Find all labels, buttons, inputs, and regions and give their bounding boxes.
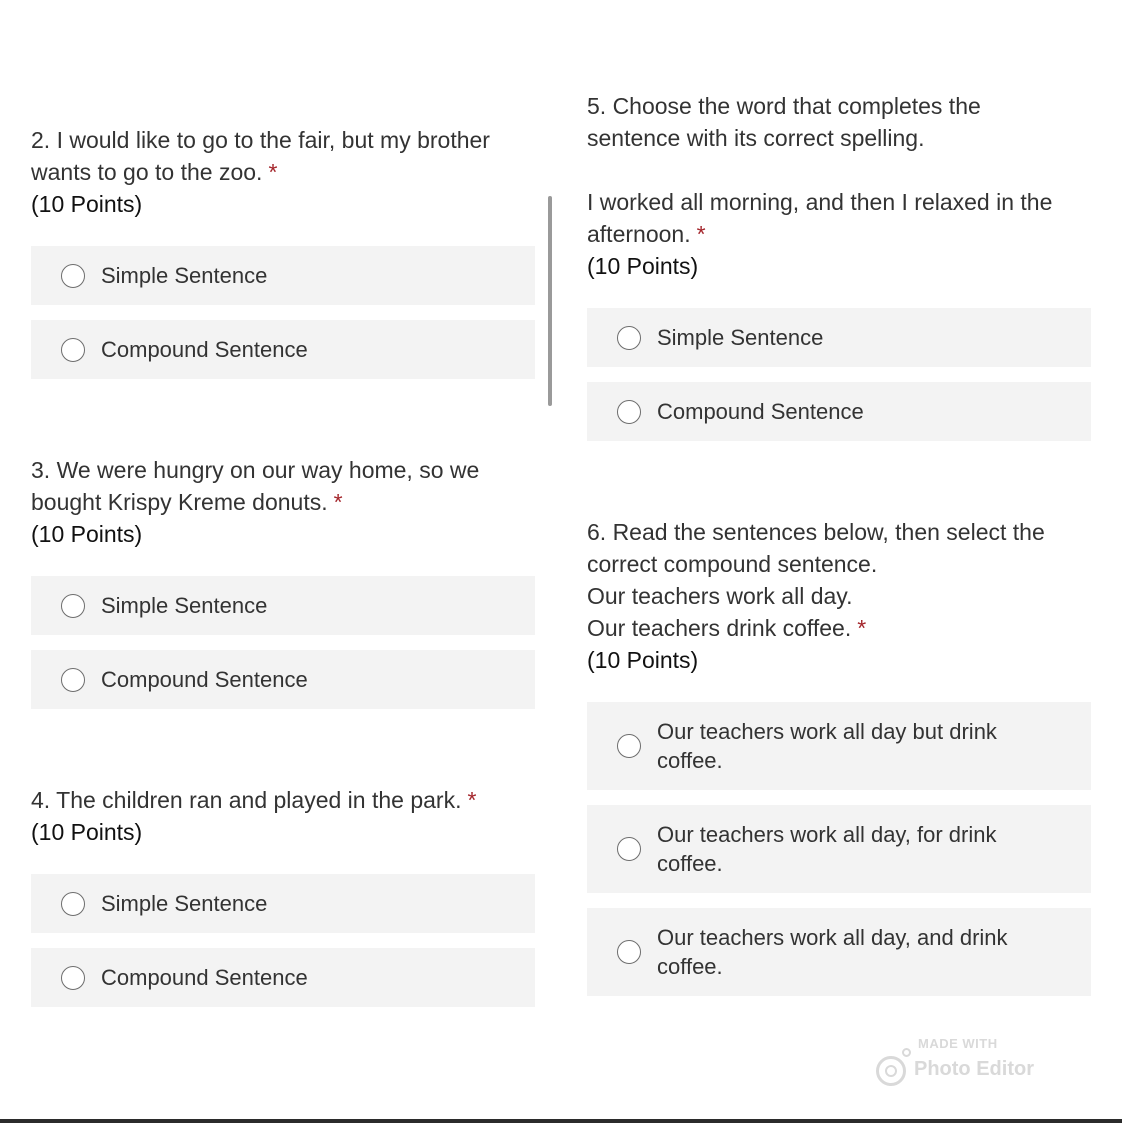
question-3-text: [31, 454, 535, 518]
option-label: Compound Sentence: [657, 399, 864, 424]
question-text-line: [587, 218, 1091, 250]
option-and-drink-coffee[interactable]: [587, 908, 1091, 996]
watermark-app-name: Photo Editor: [914, 1058, 1034, 1080]
required-asterisk: *: [696, 221, 706, 247]
photo-editor-watermark: [874, 1036, 1054, 1092]
points-label: (10 Points): [31, 521, 143, 547]
option-simple-sentence[interactable]: [31, 576, 535, 635]
question-6-text: [587, 516, 1091, 644]
scrollbar-thumb[interactable]: [548, 196, 552, 406]
radio-button[interactable]: [61, 966, 85, 990]
required-asterisk: *: [857, 615, 867, 641]
points-label: (10 Points): [587, 647, 699, 673]
option-simple-sentence[interactable]: [587, 308, 1091, 367]
option-label: Simple Sentence: [657, 325, 824, 350]
option-simple-sentence[interactable]: [31, 874, 535, 933]
points-label: (10 Points): [587, 253, 699, 279]
radio-button[interactable]: [61, 594, 85, 618]
required-asterisk: *: [268, 159, 278, 185]
option-compound-sentence[interactable]: [31, 650, 535, 709]
options-group: [31, 576, 535, 709]
question-4-text: [31, 784, 535, 816]
points-label: (10 Points): [31, 819, 143, 845]
options-group: [31, 874, 535, 1007]
question-4: [31, 784, 535, 1022]
question-text-line-content: bought Krispy Kreme donuts.: [31, 489, 328, 515]
question-2: [31, 124, 535, 394]
question-6: [587, 516, 1091, 1011]
radio-button[interactable]: [61, 668, 85, 692]
question-text-line-content: Our teachers drink coffee.: [587, 615, 852, 641]
radio-button[interactable]: [617, 940, 641, 964]
options-group: [587, 308, 1091, 441]
question-5-text: [587, 90, 1091, 250]
question-text-line-content: wants to go to the zoo.: [31, 159, 263, 185]
radio-button[interactable]: [617, 734, 641, 758]
question-2-text: [31, 124, 535, 188]
question-text-line: 6. Read the sentences below, then select the: [587, 519, 1045, 545]
radio-button[interactable]: [617, 400, 641, 424]
radio-button[interactable]: [61, 264, 85, 288]
option-label: Our teachers work all day, for drink coffee.: [657, 822, 997, 876]
radio-button[interactable]: [61, 338, 85, 362]
options-group: [587, 702, 1091, 996]
question-3: [31, 454, 535, 724]
question-text-line: 2. I would like to go to the fair, but my brother: [31, 127, 490, 153]
points-label: (10 Points): [31, 191, 143, 217]
option-label: Compound Sentence: [101, 965, 308, 990]
question-text-gap: [587, 154, 1091, 186]
option-compound-sentence[interactable]: [31, 320, 535, 379]
question-text-line: 3. We were hungry on our way home, so we: [31, 457, 480, 483]
option-compound-sentence[interactable]: [587, 382, 1091, 441]
option-label: Simple Sentence: [101, 263, 268, 288]
question-text-line: sentence with its correct spelling.: [587, 125, 925, 151]
bottom-border: [0, 1119, 1122, 1123]
radio-button[interactable]: [617, 837, 641, 861]
option-simple-sentence[interactable]: [31, 246, 535, 305]
radio-button[interactable]: [617, 326, 641, 350]
option-but-drink-coffee[interactable]: [587, 702, 1091, 790]
option-for-drink-coffee[interactable]: [587, 805, 1091, 893]
question-text-line: [31, 784, 535, 816]
question-text-line: [587, 612, 1091, 644]
option-label: Simple Sentence: [101, 891, 268, 916]
question-text-line-content: 4. The children ran and played in the park.: [31, 787, 462, 813]
option-compound-sentence[interactable]: [31, 948, 535, 1007]
required-asterisk: *: [333, 489, 343, 515]
question-text-line: [31, 156, 535, 188]
lens-dot-icon: [902, 1048, 911, 1057]
question-text-line: I worked all morning, and then I relaxed in the: [587, 189, 1053, 215]
options-group: [31, 246, 535, 379]
required-asterisk: *: [467, 787, 477, 813]
option-label: Compound Sentence: [101, 337, 308, 362]
option-label: Compound Sentence: [101, 667, 308, 692]
option-label: Our teachers work all day, and drink coffee.: [657, 925, 1008, 979]
question-text-line: 5. Choose the word that completes the: [587, 93, 981, 119]
question-text-line: [31, 486, 535, 518]
option-label: Simple Sentence: [101, 593, 268, 618]
question-text-line-content: afternoon.: [587, 221, 691, 247]
watermark-made-with: MADE WITH: [918, 1036, 998, 1051]
camera-lens-icon: [876, 1056, 906, 1086]
question-text-line: Our teachers work all day.: [587, 583, 853, 609]
radio-button[interactable]: [61, 892, 85, 916]
question-text-line: correct compound sentence.: [587, 551, 878, 577]
option-label: Our teachers work all day but drink coffee.: [657, 719, 997, 773]
question-5: [587, 90, 1091, 456]
